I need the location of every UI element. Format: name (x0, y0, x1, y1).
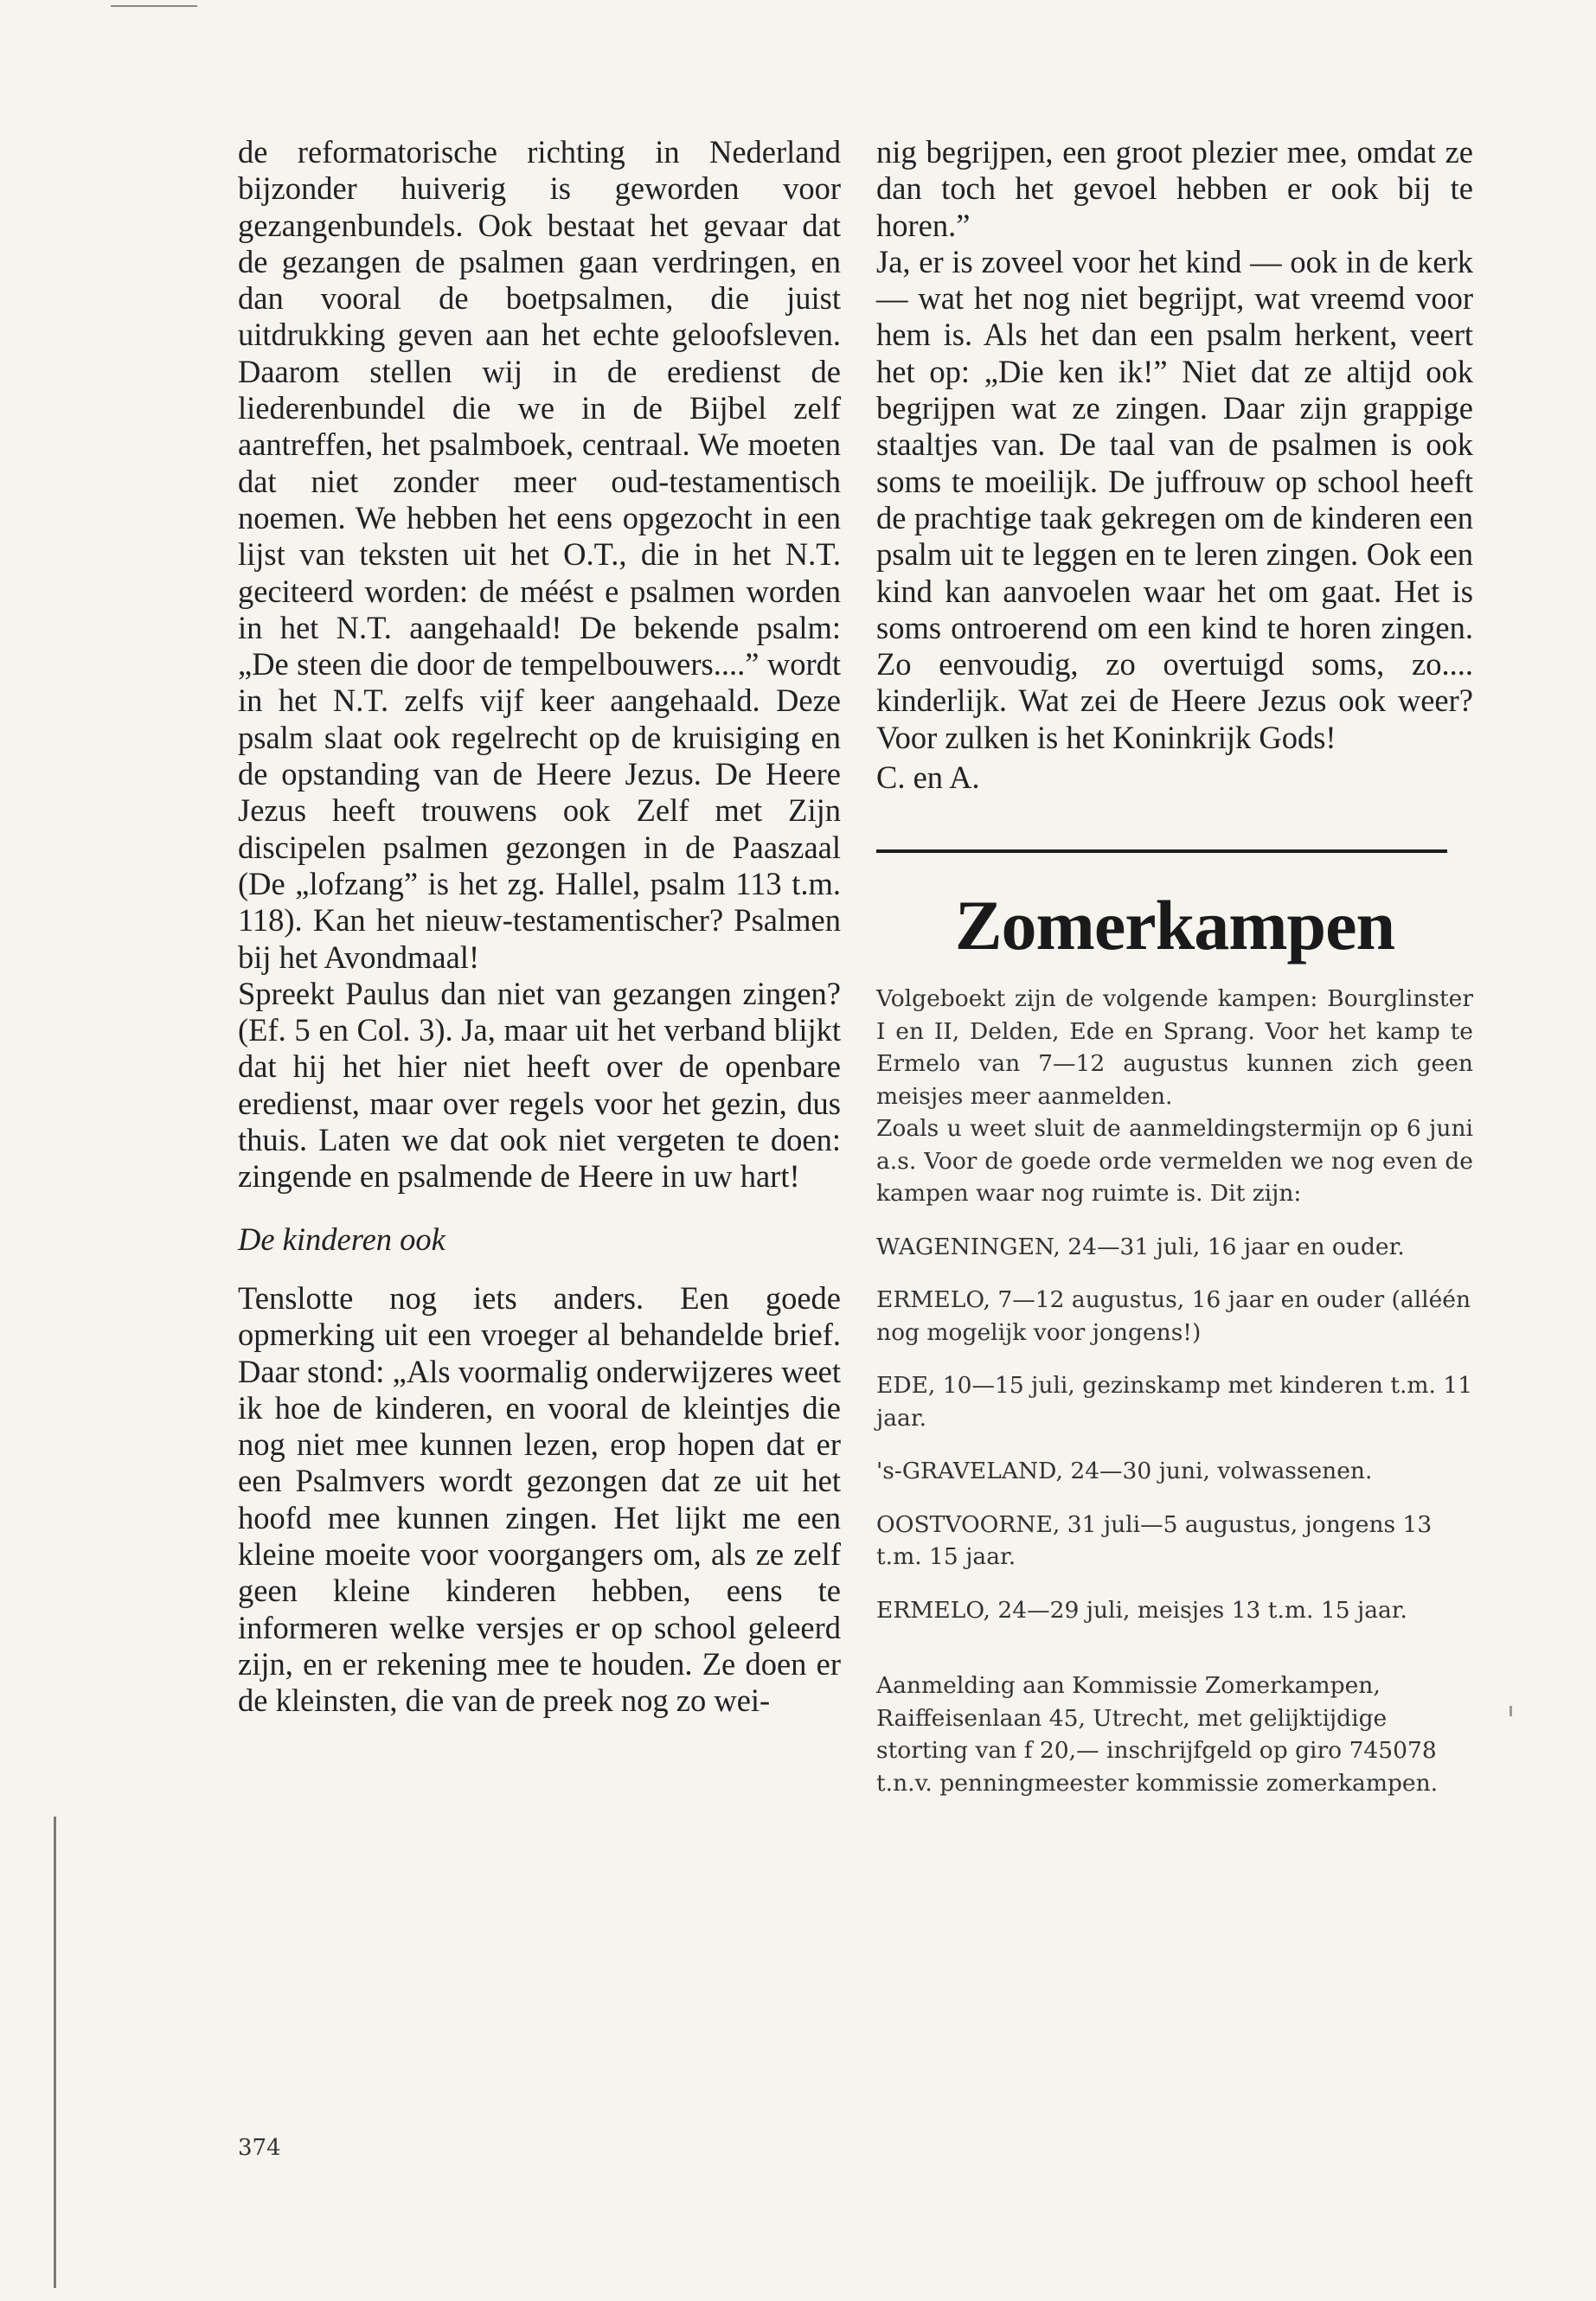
notice-paragraph: Zoals u weet sluit de aanmeldingstermijn op 6 juni a.s. Voor de goede orde vermelden we nog even de kampen waar nog ruimte is. Dit zijn: (876, 1115, 1473, 1208)
page-number: 374 (238, 2135, 281, 2161)
camp-entry: ERMELO, 7—12 augustus, 16 jaar en ouder (alléén nog mogelijk voor jongens!) (876, 1286, 1471, 1346)
article-title: Zomerkampen (954, 886, 1395, 965)
letter-continuation (876, 134, 1473, 796)
paragraph: Spreekt Paulus dan niet van gezangen zingen? (Ef. 5 en Col. 3). Ja, maar uit het verband blijkt dat hij het hier niet heeft over de openbare eredienst, maar over regels voor het gezin, dus thuis. Laten we dat ook niet vergeten te doen: zingende en psalmende de Heere in uw hart! (238, 975, 841, 1195)
author-signature: C. en A. (876, 760, 980, 796)
camp-notice (876, 983, 1473, 1799)
right-column (876, 134, 1473, 1799)
scan-speck (1509, 1706, 1512, 1716)
notice-paragraph: Volgeboekt zijn de volgende kampen: Bourglinster I en II, Delden, Ede en Sprang. Voor het kamp te Ermelo van 7—12 augustus kunnen zich geen meisjes meer aanmelden. (876, 985, 1473, 1110)
camp-entry: 's-GRAVELAND, 24—30 juni, volwassenen. (876, 1458, 1373, 1485)
camp-entry: EDE, 10—15 juli, gezinskamp met kinderen t.m. 11 jaar. (876, 1372, 1473, 1432)
left-column (238, 134, 841, 1719)
section-divider (876, 849, 1447, 853)
scan-edge-mark (111, 5, 197, 7)
section-subheading: De kinderen ook (238, 1221, 445, 1257)
paragraph: de reformatorische richting in Nederland bijzonder huiverig is geworden voor gezangenbundels. Ook bestaat het gevaar dat de gezangen de psalmen gaan verdringen, en dan vooral de boetpsalmen, die juist uitdrukking geven aan het echte geloofsleven. Daarom stellen wij in de eredienst de liederenbundel die we in de Bijbel zelf aantreffen, het psalmboek, centraal. We moeten dat niet zonder meer oud-testamentisch noemen. We hebben het eens opgezocht in een lijst van teksten uit het O.T., die in het N.T. geciteerd worden: de méést e psalmen worden in het N.T. aangehaald! De bekende psalm: „De steen die door de tempelbouwers....” wordt in het N.T. zelfs vijf keer aangehaald. Deze psalm slaat ook regelrecht op de kruisiging en de opstanding van de Heere Jezus. De Heere Jezus heeft trouwens ook Zelf met Zijn discipelen psalmen gezongen in de Paaszaal (De „lofzang” is het zg. Hallel, psalm 113 t.m. 118). Kan het nieuw-testamentischer? Psalmen bij het Avondmaal! (238, 134, 841, 975)
paragraph: Ja, er is zoveel voor het kind — ook in de kerk — wat het nog niet begrijpt, wat vreemd voor hem is. Als het dan een psalm herkent, veert het op: „Die ken ik!” Niet dat ze altijd ook begrijpen wat ze zingen. Daar zijn grappige staaltjes van. De taal van de psalmen is ook soms te moeilijk. De juffrouw op school heeft de prachtige taak gekregen om de kinderen een psalm uit te leggen en te leren zingen. Ook een kind kan aanvoelen waar het om gaat. Het is soms ontroerend om een kind te horen zingen. Zo eenvoudig, zo overtuigd soms, zo.... kinderlijk. Wat zei de Heere Jezus ook weer? Voor zulken is het Koninkrijk Gods! (876, 243, 1473, 755)
binding-edge-line (54, 1817, 56, 2288)
camp-entry: ERMELO, 24—29 juli, meisjes 13 t.m. 15 jaar. (876, 1596, 1407, 1624)
paragraph: Tenslotte nog iets anders. Een goede opmerking uit een vroeger al behandelde brief. Daar stond: „Als voormalig onderwijzeres weet ik hoe de kinderen, en vooral de kleintjes die nog niet mee kunnen lezen, erop hopen dat er een Psalmvers wordt gezongen dat ze uit het hoofd mee kunnen zingen. Het lijkt me een kleine moeite voor voorgangers om, als ze zelf geen kleine kinderen hebben, eens te informeren welke versjes er op school geleerd zijn, en er rekening mee te houden. Ze doen er de kleinsten, die van de preek nog zo wei- (238, 1279, 841, 1719)
camp-entry: WAGENINGEN, 24—31 juli, 16 jaar en ouder. (876, 1233, 1405, 1260)
paragraph: nig begrijpen, een groot plezier mee, omdat ze dan toch het gevoel hebben er ook bij te horen.” (876, 134, 1473, 243)
camp-entry: OOSTVOORNE, 31 juli—5 augustus, jongens 13 t.m. 15 jaar. (876, 1510, 1433, 1571)
registration-info: Aanmelding aan Kommissie Zomerkampen, Raiffeisenlaan 45, Utrecht, met gelijktijdige storting van f 20,— inschrijfgeld op giro 745078 t.n.v. penningmeester kommissie zomerkampen. (876, 1672, 1439, 1797)
